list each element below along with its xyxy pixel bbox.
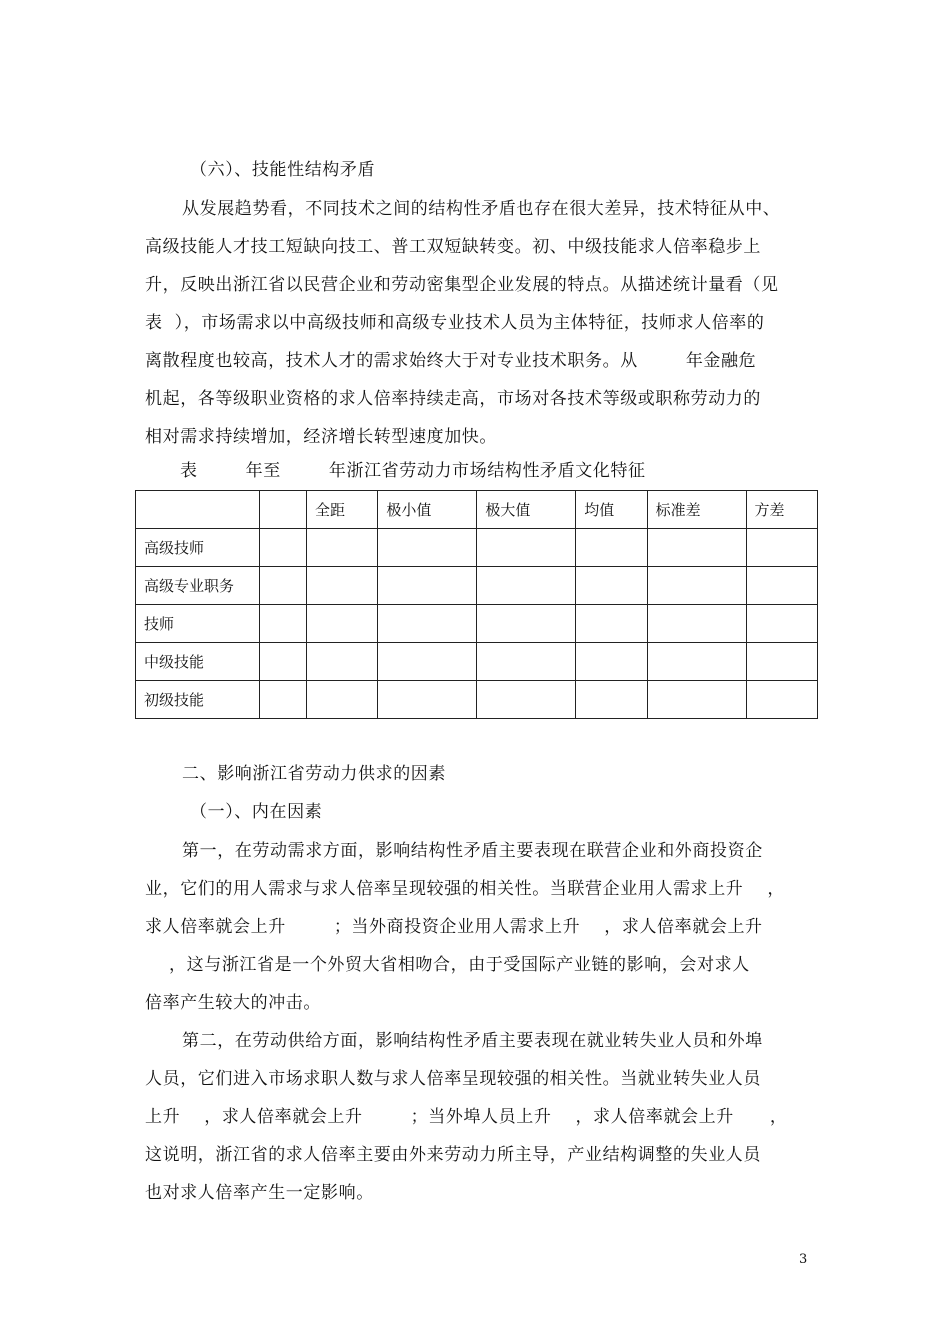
para-line: 表 ），市场需求以中高级技师和高级专业技术人员为主体特征，技师求人倍率的 [145,313,765,333]
para-line: 这说明，浙江省的求人倍率主要由外来劳动力所主导，产业结构调整的失业人员 [145,1145,761,1165]
subsection-heading: （一）、内在因素 [190,802,323,822]
para-line: 上升 ，求人倍率就会上升 ；当外埠人员上升 ，求人倍率就会上升 ， [145,1107,788,1127]
section2-heading: 二、影响浙江省劳动力供求的因素 [182,764,446,784]
para-line: 人员，它们进入市场求职人数与求人倍率呈现较强的相关性。当就业转失业人员 [145,1069,761,1089]
para-line: 升，反映出浙江省以民营企业和劳动密集型企业发展的特点。从描述统计量看（见 [145,275,779,295]
header-cell: 全距 [307,491,378,529]
para-line: ，这与浙江省是一个外贸大省相吻合，由于受国际产业链的影响，会对求人 [145,955,750,975]
para-line: 相对需求持续增加，经济增长转型速度加快。 [145,427,497,447]
header-cell: 极小值 [378,491,477,529]
header-cell [260,491,307,529]
row-label: 中级技能 [136,643,260,681]
table-row [136,643,818,681]
para-line: 求人倍率就会上升 ；当外商投资企业用人需求上升 ，求人倍率就会上升 [145,917,763,937]
section6-heading: （六）、技能性结构矛盾 [190,160,376,180]
para-line: 高级技能人才技工短缺向技工、普工双短缺转变。初、中级技能求人倍率稳步上 [145,237,761,257]
para-line: 业，它们的用人需求与求人倍率呈现较强的相关性。当联营企业用人需求上升 ， [145,879,786,899]
header-cell [136,491,260,529]
para-line: 从发展趋势看，不同技术之间的结构性矛盾也存在很大差异，技术特征从中、 [182,199,781,219]
table-row [136,567,818,605]
para-line: 第二，在劳动供给方面，影响结构性矛盾主要表现在就业转失业人员和外埠 [182,1031,763,1051]
table-header-row [136,491,818,529]
stats-table [135,490,818,719]
header-cell: 标准差 [647,491,746,529]
para-line: 第一，在劳动需求方面，影响结构性矛盾主要表现在联营企业和外商投资企 [182,841,763,861]
table-caption: 表 年至 年浙江省劳动力市场结构性矛盾文化特征 [180,461,646,481]
row-label: 高级技师 [136,529,260,567]
header-cell: 均值 [576,491,647,529]
header-cell: 极大值 [477,491,576,529]
para-line: 离散程度也较高，技术人才的需求始终大于对专业技术职务。从 年金融危 [145,351,757,371]
table-row [136,605,818,643]
row-label: 高级专业职务 [136,567,260,605]
header-cell: 方差 [746,491,817,529]
table-row [136,529,818,567]
page-number: 3 [799,1252,808,1267]
para-line: 倍率产生较大的冲击。 [145,993,321,1013]
para-line: 机起，各等级职业资格的求人倍率持续走高，市场对各技术等级或职称劳动力的 [145,389,761,409]
row-label: 技师 [136,605,260,643]
para-line: 也对求人倍率产生一定影响。 [145,1183,374,1203]
table-row [136,681,818,719]
row-label: 初级技能 [136,681,260,719]
